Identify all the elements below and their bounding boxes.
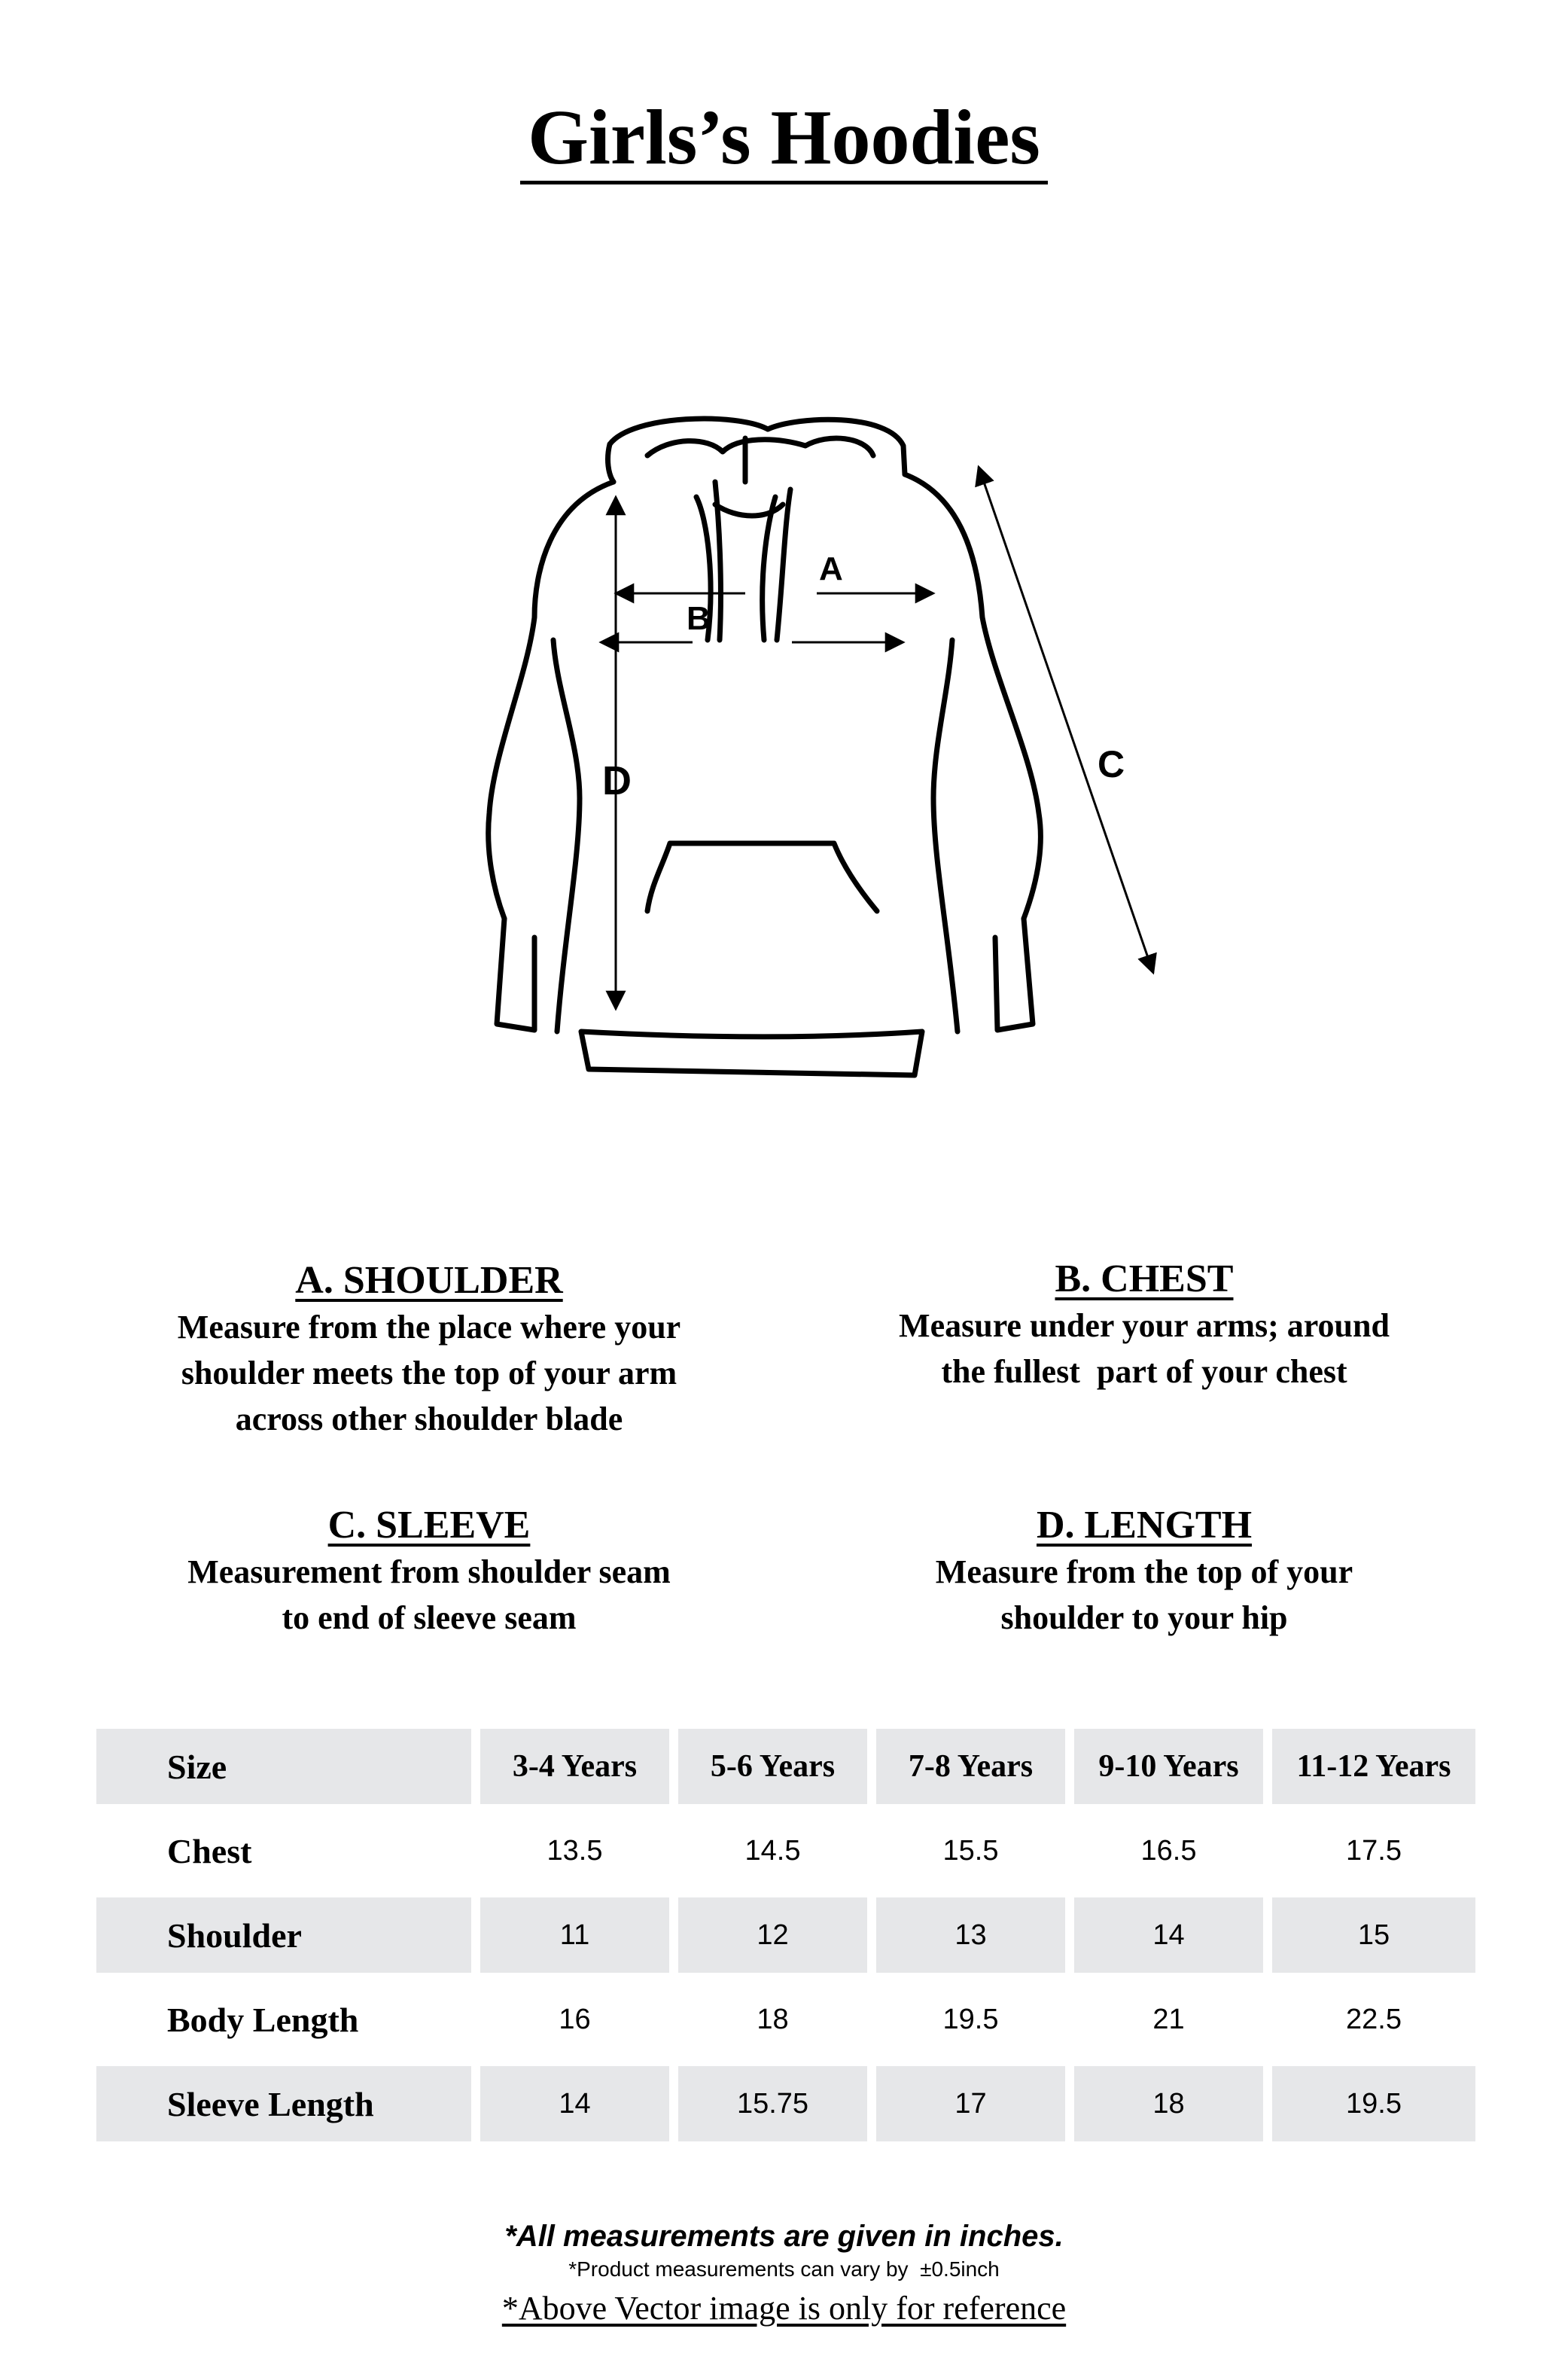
header-size: 9-10 Years [1074, 1729, 1263, 1804]
row-label: Shoulder [96, 1897, 471, 1973]
table-row [96, 2066, 1475, 2141]
page-title-text: Girls’s Hoodies [520, 94, 1048, 184]
header-size-label: Size [96, 1729, 471, 1804]
table-cell: 18 [757, 2003, 789, 2035]
definition-line: shoulder meets the top of your arm [181, 1355, 677, 1391]
label-c: C [1098, 743, 1125, 785]
table-cell: 11 [480, 1897, 669, 1973]
table-cell: 19.5 [942, 2003, 999, 2035]
row-label: Sleeve Length [96, 2066, 471, 2141]
hoodie-outline-icon [489, 419, 1041, 1075]
table-cell: 14 [480, 2066, 669, 2141]
table-cell: 22.5 [1346, 2003, 1402, 2035]
table-cell: 14.5 [744, 1834, 801, 1867]
definition-line: Measure from the place where your [177, 1309, 681, 1346]
size-table [96, 1729, 1475, 2141]
units-note: *All measurements are given in inches. [504, 2220, 1064, 2253]
label-b: B [687, 600, 711, 637]
table-cell: 13 [876, 1897, 1065, 1973]
row-label: Body Length [167, 2000, 359, 2039]
row-label: Chest [167, 1831, 252, 1870]
table-header-row [96, 1729, 1475, 1804]
table-cell: 13.5 [547, 1834, 603, 1867]
definition-heading: D. LENGTH [1036, 1504, 1253, 1547]
header-size: 7-8 Years [876, 1729, 1065, 1804]
table-cell: 18 [1074, 2066, 1263, 2141]
definition-line: Measurement from shoulder seam [187, 1553, 671, 1590]
definition-heading: B. CHEST [1055, 1257, 1234, 1300]
reference-note: *Above Vector image is only for reference [501, 2290, 1067, 2327]
table-cell: 15.5 [942, 1834, 999, 1867]
definition-line: to end of sleeve seam [282, 1599, 577, 1636]
definition-line: Measure under your arms; around [899, 1307, 1390, 1344]
definition-sleeve [113, 1502, 745, 1641]
table-cell: 17 [876, 2066, 1065, 2141]
table-cell: 14 [1074, 1897, 1263, 1973]
definition-line: Measure from the top of your [935, 1553, 1353, 1590]
table-cell: 16 [559, 2003, 591, 2035]
table-row [96, 1897, 1475, 1973]
table-cell: 15 [1272, 1897, 1475, 1973]
table-cell: 16.5 [1140, 1834, 1197, 1867]
page-title [0, 89, 1568, 187]
definition-line: shoulder to your hip [1000, 1599, 1288, 1636]
table-cell: 12 [678, 1897, 867, 1973]
definition-heading: C. SLEEVE [327, 1504, 531, 1547]
header-size: 11-12 Years [1272, 1729, 1475, 1804]
definition-chest [836, 1256, 1453, 1394]
table-row [96, 1982, 1475, 2057]
label-d: D [602, 758, 632, 803]
table-cell: 21 [1152, 2003, 1185, 2035]
definition-line: across other shoulder blade [235, 1401, 623, 1437]
tolerance-note: *Product measurements can vary by ±0.5inch [568, 2257, 1000, 2281]
definition-length [836, 1502, 1453, 1641]
table-cell: 17.5 [1346, 1834, 1402, 1867]
label-a: A [819, 550, 843, 587]
header-size: 3-4 Years [480, 1729, 669, 1804]
table-row [96, 1813, 1475, 1888]
hoodie-diagram [422, 392, 1204, 1092]
table-cell: 19.5 [1272, 2066, 1475, 2141]
definition-shoulder [113, 1257, 745, 1442]
table-cell: 15.75 [678, 2066, 867, 2141]
definition-line: the fullest part of your chest [941, 1353, 1347, 1390]
definition-heading: A. SHOULDER [295, 1259, 563, 1302]
header-size: 5-6 Years [678, 1729, 867, 1804]
